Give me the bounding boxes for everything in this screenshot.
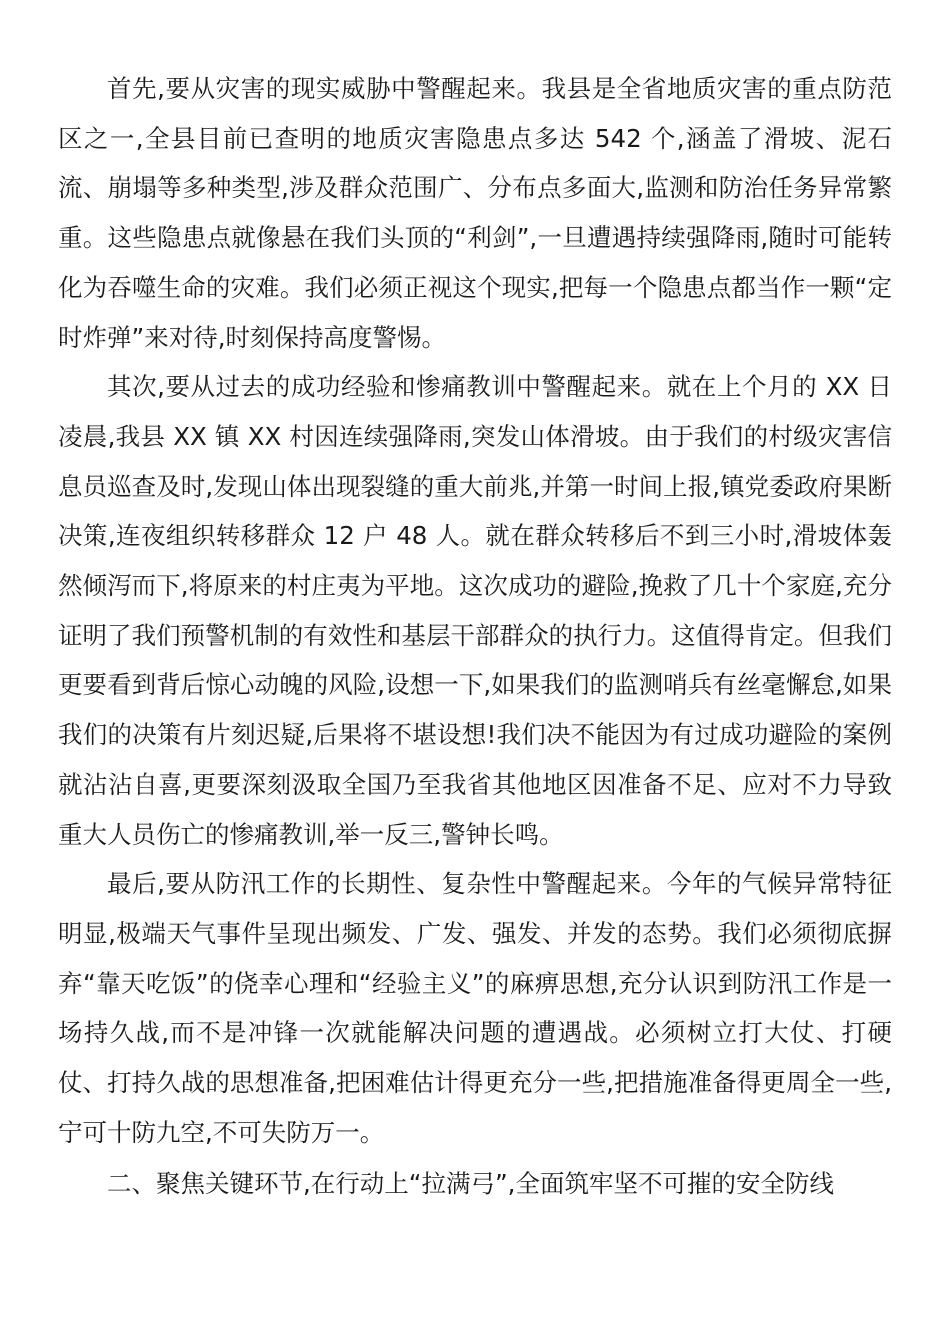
paragraph-1: 首先,要从灾害的现实威胁中警醒起来。我县是全省地质灾害的重点防范区之一,全县目前已查明的地质灾害隐患点多达 542 个,涵盖了滑坡、泥石流、崩塌等多种类型,涉及群众范围广、分布点多面大,监测和防治任务异常繁重。这些隐患点就像悬在我们头顶的“利剑”,一旦遭遇持续强降雨,随时可能转化为吞噬生命的灾难。我们必须正视这个现实,把每一个隐患点都当作一颗“定时炸弹”来对待,时刻保持高度警惕。 [58, 74, 892, 352]
paragraph-2: 其次,要从过去的成功经验和惨痛教训中警醒起来。就在上个月的 XX 日凌晨,我县 XX 镇 XX 村因连续强降雨,突发山体滑坡。由于我们的村级灾害信息员巡查及时,发现山体出现裂缝的重大前兆,并第一时间上报,镇党委政府果断决策,连夜组织转移群众 12 户 48 人。就在群众转移后不到三小时,滑坡体轰然倾泻而下,将原来的村庄夷为平地。这次成功的避险,挽救了几十个家庭,充分证明了我们预警机制的有效性和基层干部群众的执行力。这值得肯定。但我们更要看到背后惊心动魄的风险,设想一下,如果我们的监测哨兵有丝毫懈怠,如果我们的决策有片刻迟疑,后果将不堪设想!我们决不能因为有过成功避险的案例就沾沾自喜,更要深刻汲取全国乃至我省其他地区因准备不足、应对不力导致重大人员伤亡的惨痛教训,举一反三,警钟长鸣。 [58, 372, 892, 849]
document-body [58, 64, 892, 1209]
paragraph-3: 最后,要从防汛工作的长期性、复杂性中警醒起来。今年的气候异常特征明显,极端天气事件呈现出频发、广发、强发、并发的态势。我们必须彻底摒弃“靠天吃饭”的侥幸心理和“经验主义”的麻痹思想,充分认识到防汛工作是一场持久战,而不是冲锋一次就能解决问题的遭遇战。必须树立打大仗、打硬仗、打持久战的思想准备,把困难估计得更充分一些,把措施准备得更周全一些,宁可十防九空,不可失防万一。 [58, 869, 892, 1147]
section-heading: 二、聚焦关键环节,在行动上“拉满弓”,全面筑牢坚不可摧的安全防线 [107, 1169, 834, 1199]
